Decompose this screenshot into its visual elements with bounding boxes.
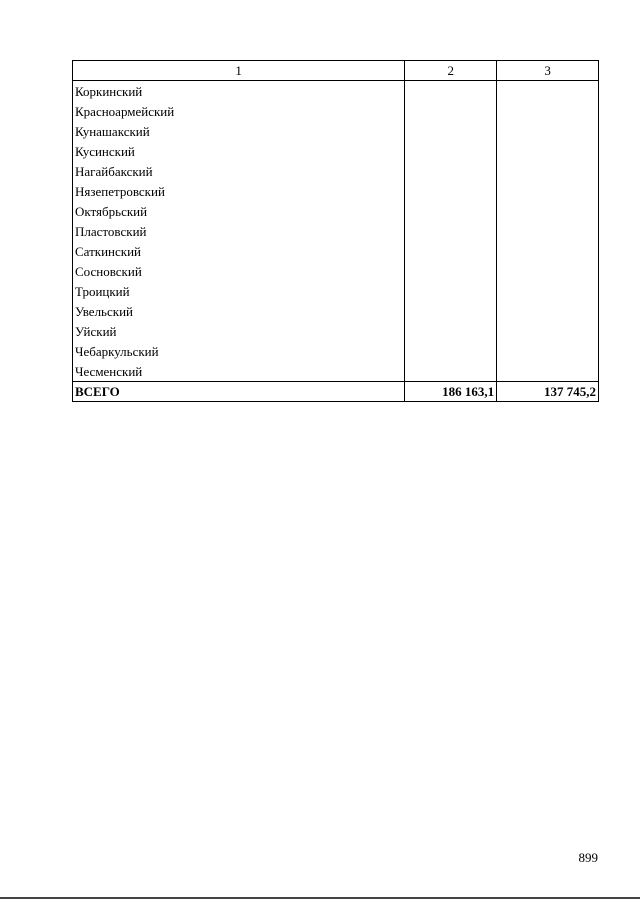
district-name: Нязепетровский (73, 181, 405, 201)
table-row (73, 181, 599, 201)
total-label: ВСЕГО (73, 382, 405, 402)
value-col-3 (497, 361, 599, 382)
district-name: Коркинский (73, 81, 405, 102)
district-name: Саткинский (73, 241, 405, 261)
value-col-2 (405, 221, 497, 241)
district-name: Увельский (73, 301, 405, 321)
district-name: Троицкий (73, 281, 405, 301)
table-row (73, 241, 599, 261)
value-col-2 (405, 121, 497, 141)
page-number: 899 (578, 850, 598, 865)
table-row (73, 141, 599, 161)
value-col-2 (405, 301, 497, 321)
value-col-2 (405, 101, 497, 121)
value-col-2 (405, 201, 497, 221)
bottom-divider (0, 897, 640, 899)
value-col-3 (497, 281, 599, 301)
table-row (73, 321, 599, 341)
value-col-2 (405, 281, 497, 301)
value-col-3 (497, 221, 599, 241)
table-row (73, 121, 599, 141)
district-name: Кусинский (73, 141, 405, 161)
value-col-3 (497, 341, 599, 361)
value-col-3 (497, 261, 599, 281)
value-col-3 (497, 101, 599, 121)
district-name: Кунашакский (73, 121, 405, 141)
column-header-1: 1 (73, 61, 405, 81)
total-value-col-3: 137 745,2 (497, 382, 599, 402)
table-row (73, 201, 599, 221)
value-col-2 (405, 181, 497, 201)
value-col-2 (405, 261, 497, 281)
data-table (72, 60, 599, 402)
value-col-3 (497, 161, 599, 181)
value-col-3 (497, 181, 599, 201)
value-col-2 (405, 241, 497, 261)
district-name: Сосновский (73, 261, 405, 281)
table-header-row (73, 61, 599, 81)
value-col-2 (405, 341, 497, 361)
table-row (73, 261, 599, 281)
value-col-2 (405, 161, 497, 181)
district-name: Пластовский (73, 221, 405, 241)
district-name: Чебаркульский (73, 341, 405, 361)
table-row (73, 101, 599, 121)
table-row (73, 301, 599, 321)
table-row (73, 281, 599, 301)
value-col-2 (405, 361, 497, 382)
district-name: Чесменский (73, 361, 405, 382)
value-col-3 (497, 301, 599, 321)
column-header-2: 2 (405, 61, 497, 81)
table-row (73, 161, 599, 181)
value-col-2 (405, 141, 497, 161)
table-row (73, 221, 599, 241)
district-name: Уйский (73, 321, 405, 341)
district-name: Красноармейский (73, 101, 405, 121)
district-name: Нагайбакский (73, 161, 405, 181)
total-value-col-2: 186 163,1 (405, 382, 497, 402)
value-col-3 (497, 121, 599, 141)
value-col-2 (405, 81, 497, 102)
table-row (73, 341, 599, 361)
value-col-3 (497, 141, 599, 161)
table-row (73, 81, 599, 102)
value-col-2 (405, 321, 497, 341)
value-col-3 (497, 321, 599, 341)
value-col-3 (497, 81, 599, 102)
value-col-3 (497, 241, 599, 261)
table-row (73, 361, 599, 382)
district-name: Октябрьский (73, 201, 405, 221)
total-row (73, 382, 599, 402)
column-header-3: 3 (497, 61, 599, 81)
value-col-3 (497, 201, 599, 221)
